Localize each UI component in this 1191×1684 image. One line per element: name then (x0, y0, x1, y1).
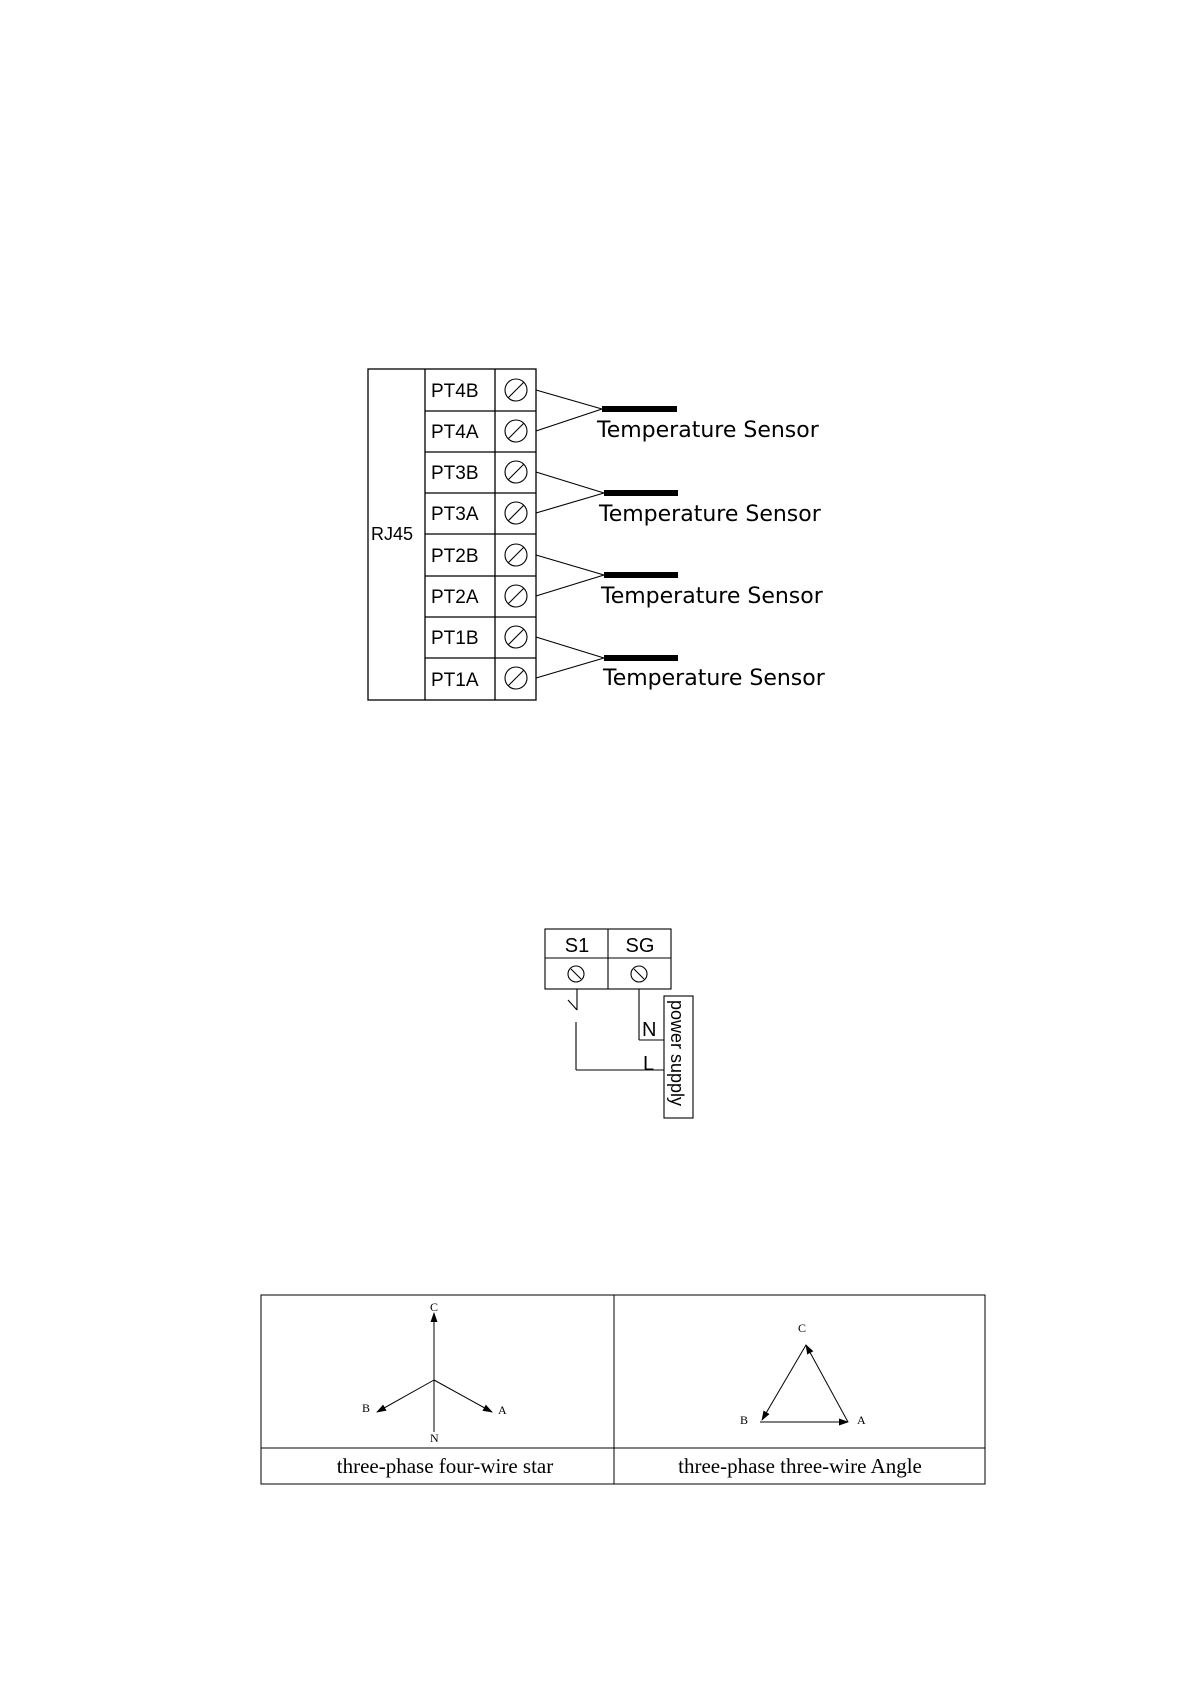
angle-label-c: C (798, 1321, 807, 1335)
screw-icon (505, 379, 527, 401)
neutral-label: N (642, 1019, 657, 1041)
sensor-wires (536, 390, 604, 678)
screw-icon (505, 420, 527, 442)
switch-contact (568, 1000, 577, 1010)
angle-label-a: A (857, 1413, 866, 1427)
sensor-bars (602, 406, 678, 661)
screw-icon (505, 667, 527, 689)
terminal-label-pt3a: PT3A (431, 504, 479, 525)
angle-diagram (760, 1345, 848, 1422)
rj45-label: RJ45 (371, 524, 414, 544)
angle-caption: three-phase three-wire Angle (678, 1454, 922, 1478)
star-label-n: N (430, 1431, 439, 1445)
temperature-sensor-bar-3 (604, 490, 678, 496)
terminal-label-pt2b: PT2B (431, 546, 479, 567)
star-label-c: C (430, 1300, 439, 1314)
terminal-label-pt3b: PT3B (431, 463, 479, 484)
screw-icon (568, 966, 584, 982)
temperature-sensor-bar-1 (604, 655, 678, 661)
temperature-sensor-label-1: Temperature Sensor (603, 666, 825, 691)
temperature-sensor-label-3: Temperature Sensor (599, 502, 821, 527)
terminal-label-pt1a: PT1A (431, 670, 479, 691)
terminal-label-sg: SG (625, 935, 655, 957)
screw-icon (505, 585, 527, 607)
terminal-label-pt1b: PT1B (431, 628, 479, 649)
screw-icon (505, 544, 527, 566)
screw-icon (631, 966, 647, 982)
terminal-label-s1: S1 (564, 935, 590, 957)
terminal-label-pt4b: PT4B (431, 381, 479, 402)
star-label-b: B (362, 1401, 371, 1415)
star-diagram (377, 1313, 492, 1432)
power-supply-label: power supply (667, 1000, 687, 1107)
screw-icon (505, 502, 527, 524)
temperature-sensor-label-2: Temperature Sensor (601, 584, 823, 609)
live-label: L (643, 1053, 655, 1075)
angle-label-b: B (740, 1413, 749, 1427)
screw-icon (505, 461, 527, 483)
screw-icon (505, 626, 527, 648)
terminal-label-pt2a: PT2A (431, 587, 479, 608)
temperature-sensor-label-4: Temperature Sensor (597, 418, 819, 443)
temperature-sensor-bar-2 (604, 572, 678, 578)
terminal-label-pt4a: PT4A (431, 422, 479, 443)
star-label-a: A (498, 1403, 507, 1417)
star-caption: three-phase four-wire star (336, 1454, 554, 1478)
temperature-sensor-bar-4 (602, 406, 677, 412)
